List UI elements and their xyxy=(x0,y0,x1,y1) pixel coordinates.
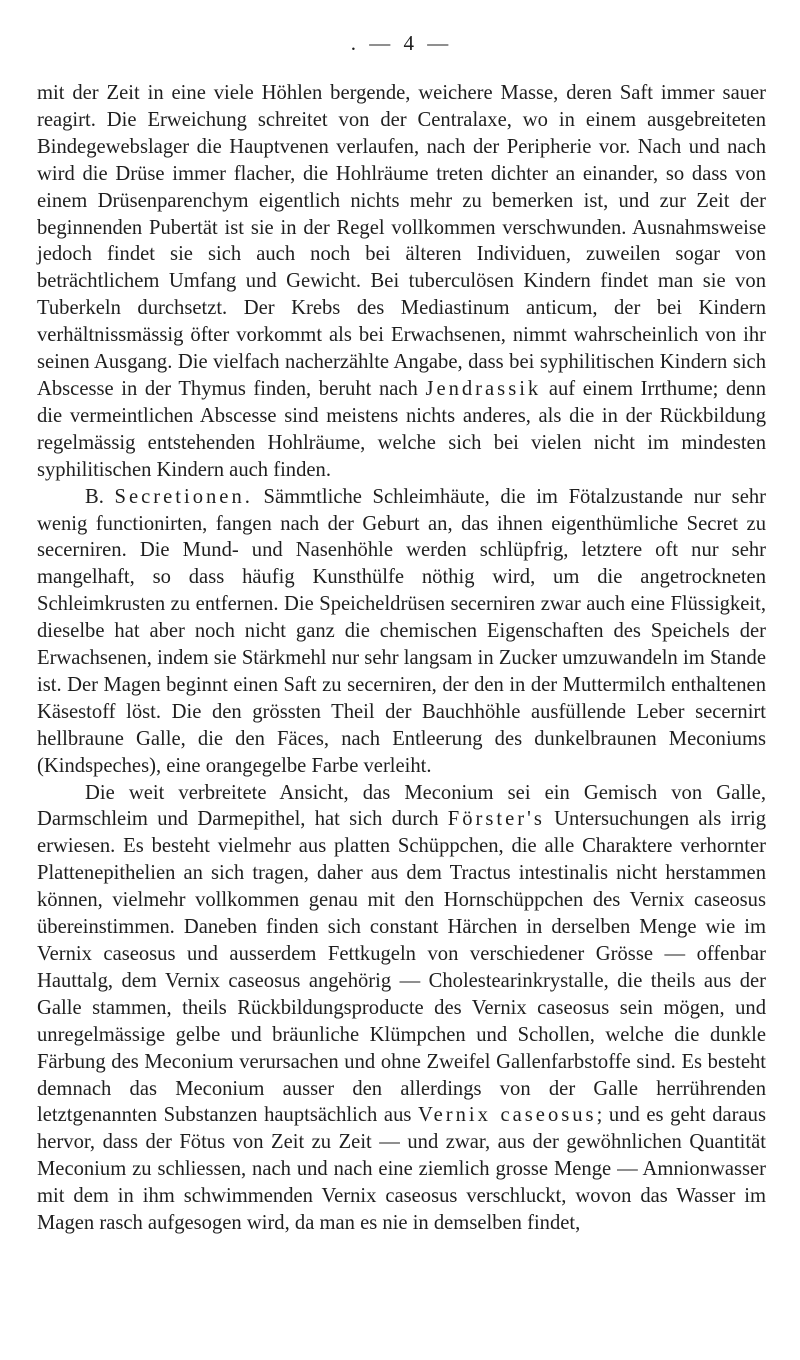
page-number: . — 4 — xyxy=(350,31,453,55)
author-name-foerster: Förster's xyxy=(447,808,545,831)
body-text xyxy=(37,80,766,1237)
text-run: mit der Zeit in eine viele Höhlen bergende, weichere Masse, deren Saft immer sauer reagirt. Die Erweichung schreitet von der Centralaxe, wo in einem ausgebreiteten Bindegewebslager die Hauptvenen verlaufen, nach der Peripherie vor. Nach und nach wird die Drüse immer flacher, die Hohlräume treten dichter an einander, so dass von einem Drüsenparenchym eigentlich nichts mehr zu bemerken ist, und zur Zeit der beginnenden Pubertät ist sie in der Regel vollkommen verschwunden. Ausnahmsweise jedoch findet sie sich auch noch bei älteren Individuen, zuweilen sogar von beträchtlichem Umfang und Gewicht. Bei tuberculösen Kindern findet man sie von Tuberkeln durchsetzt. Der Krebs des Mediastinum anticum, der bei Kindern verhältnissmässig öfter vorkommt als bei Erwachsenen, nimmt wahrscheinlich von ihr seinen Ausgang. Die vielfach nacherzählte Angabe, dass bei syphilitischen Kindern sich Abscesse in der Thymus finden, beruht nach xyxy=(37,82,766,400)
paragraph-secretionen xyxy=(37,484,766,780)
paragraph-thymus xyxy=(37,80,766,484)
text-run: Die weit verbreitete Ansicht, das Meconium sei ein Gemisch von Galle, Darmschleim und Darmepithel, hat sich durch xyxy=(37,781,766,831)
section-marker: B. xyxy=(85,485,115,508)
text-run: Untersuchungen als irrig erwiesen. Es besteht vielmehr aus platten Schüppchen, die alle Charaktere verhornter Plattenepithelien an sich tragen, daher aus dem Tractus intestinalis nicht herstammen können, vielmehr vollkommen genau mit den Hornschüppchen des Vernix caseosus übereinstimmen. Daneben finden sich constant Härchen in derselben Menge wie im Vernix caseosus und ausserdem Fettkugeln von verschiedener Grösse — offenbar Hauttalg, dem Vernix caseosus angehörig — Cholestearinkrystalle, die theils aus der Galle stammen, theils Rückbildungsproducte des Vernix caseosus sein mögen, und unregelmässige gelbe und bräunliche Klümpchen und Schollen, welche die dunkle Färbung des Meconium verursachen und ohne Zweifel Gallenfarbstoffe sind. Es besteht demnach das Meconium ausser den allerdings von der Galle herrührenden letztgenannten Substanzen hauptsächlich aus xyxy=(37,808,766,1127)
emphasis-vernix-caseosus: Vernix caseosus xyxy=(418,1104,597,1127)
paragraph-meconium xyxy=(37,780,766,1237)
author-name-jendrassik: Jendrassik xyxy=(425,377,542,400)
text-run: Sämmtliche Schleimhäute, die im Fötalzustande nur sehr wenig functionirten, fangen nach der Geburt an, das ihnen eigenthümliche Secret zu secerniren. Die Mund- und Nasenhöhle werden schlüpfrig, letztere oft nur sehr mangelhaft, so dass häufig Kunsthülfe nöthig wird, um die angetrockneten Schleimkrusten zu entfernen. Die Speicheldrüsen secerniren zwar auch eine Flüssigkeit, dieselbe hat aber noch nicht ganz die chemischen Eigenschaften des Speichels der Erwachsenen, indem sie Stärkmehl nur sehr langsam in Zucker umzuwandeln im Stande ist. Der Magen beginnt einen Saft zu secerniren, der den in der Muttermilch enthaltenen Käsestoff löst. Die den grössten Theil der Bauchhöhle ausfüllende Leber secernirt hellbraune Galle, die den Fäces, nach Entleerung des dunkelbraunen Meconiums (Kindspeches), eine orangegelbe Farbe verleiht. xyxy=(37,485,766,777)
text-run: ; und es geht daraus hervor, dass der Fötus von Zeit zu Zeit — und zwar, aus der gewöhnlichen Quantität Meconium zu schliessen, nach und nach eine ziemlich grosse Menge — Amnionwasser mit dem in ihm schwimmenden Vernix caseosus verschluckt, wovon das Wasser im Magen rasch aufgesogen wird, da man es nie in demselben findet, xyxy=(37,1104,766,1235)
text-run: auf einem Irrthume; denn die vermeintlichen Abscesse sind meistens nichts anderes, als die in der Rückbildung regelmässig entstehenden Hohlräume, welche sich bei vielen nicht im mindesten syphilitischen Kindern auch finden. xyxy=(37,377,766,481)
section-heading-secretionen: Secretionen. xyxy=(114,485,253,508)
